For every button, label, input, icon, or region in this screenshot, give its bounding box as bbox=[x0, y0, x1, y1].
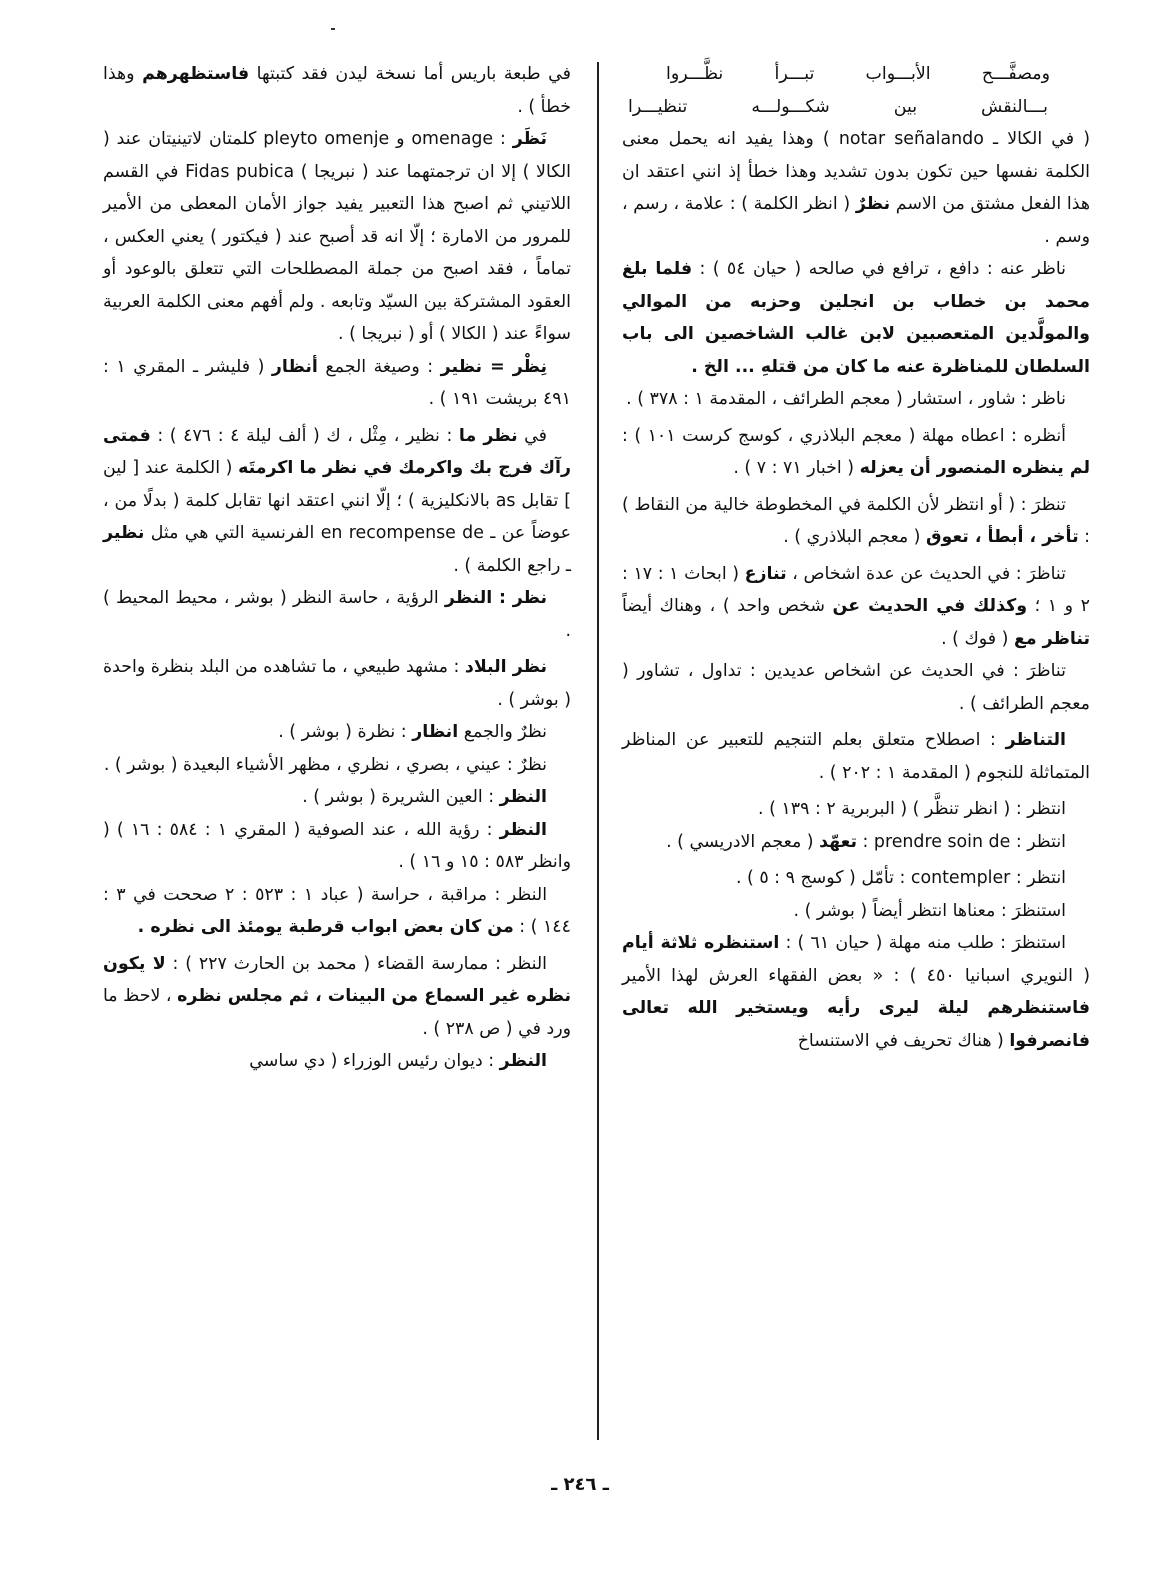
text-segment: استنظرَ : طلب منه مهلة ( حيان ٦١ ) : bbox=[779, 933, 1066, 953]
text-segment: ( فليشر ـ المقري ١ : ٤٩١ بريشت ١٩١ ) . bbox=[103, 356, 571, 409]
dictionary-entry bbox=[622, 862, 1090, 895]
verse-line-2: بـــالنقش بين شكـــولـــه تنظيـــرا bbox=[628, 96, 1048, 117]
dictionary-entry bbox=[103, 651, 571, 716]
bold-segment: فمتى رآك فرج بك واكرمك في نظر ما اكرمتَه bbox=[103, 425, 571, 478]
text-segment: الرؤية ، حاسة النظر ( بوشر ، محيط المحيط ) . bbox=[103, 588, 571, 641]
bold-segment: نَظَر bbox=[512, 129, 547, 149]
text-segment: انتظر : contempler : تأمّل ( كوسج ٩ : ٥ ) . bbox=[735, 868, 1066, 888]
scan-speck bbox=[331, 28, 335, 30]
dictionary-entry bbox=[103, 351, 571, 416]
bold-segment: أنظار bbox=[271, 356, 318, 377]
bold-segment: وكذلك في الحديث عن bbox=[832, 596, 1028, 616]
dictionary-entry bbox=[622, 253, 1090, 383]
text-segment: : رؤية الله ، عند الصوفية ( المقري ١ : ٥٨٤ : ١٦ ) ( وانظر ٥٨٣ : ١٥ و ١٦ ) . bbox=[103, 819, 571, 872]
text-segment: ( انظر الكلمة ) : علامة ، رسم ، وسم . bbox=[622, 194, 1090, 247]
text-segment: ( اخبار ٧١ : ٧ ) . bbox=[733, 458, 860, 478]
bold-segment: نظير bbox=[103, 523, 145, 543]
dictionary-entry bbox=[103, 58, 571, 123]
dictionary-entry bbox=[103, 814, 571, 879]
bold-segment: انظار bbox=[412, 722, 459, 742]
text-segment: النظر : مراقبة ، حراسة ( عباد ١ : ٥٢٣ : ٢ صححت في ٣ : ١٤٤ ) : bbox=[103, 884, 571, 937]
text-segment: ( الكلمة عند [ لين ] تقابل as بالانكليزية ) ؛ إلّا انني اعتقد انها تقابل كلمة ( بدلًا من ، عوضاً عن ـ en recompense de الفرنسية التي هي مثل bbox=[103, 458, 571, 543]
dictionary-entry bbox=[622, 826, 1090, 859]
text-segment: : العين الشريرة ( بوشر ) . bbox=[302, 787, 500, 807]
dictionary-entry bbox=[103, 781, 571, 814]
bold-segment: نظر البلاد bbox=[464, 657, 548, 677]
dictionary-entry bbox=[622, 895, 1090, 928]
bold-segment: تنازع bbox=[744, 563, 787, 584]
text-segment: : omenage و pleyto omenje كلمتان لاتينيتان عند ( الكالا ) إلا ان ترجمتهما عند ( نبريجا ) Fidas pubica في القسم اللاتيني ثم اصبح هذا التعبير يفيد جواز الأمان المعطى من الأمير للمرور من الامارة ؛ إلّا انه قد أصبح عند ( فيكتور ) يعني العكس ، تماماً ، فقد اصبح من جملة المصطلحات التي تتعلق بالوعود أو العقود المشتركة بين السيّد وتابعه . ولم أفهم معنى الكلمة العربية سواءً عند ( الكالا ) أو ( نبريجا ) . bbox=[103, 129, 571, 344]
bold-segment: نظر : النظر bbox=[444, 588, 548, 608]
text-segment: ( ابحاث ١ : ١٧ : ٢ و ١ ؛ bbox=[622, 563, 1090, 616]
left-column-entries bbox=[103, 58, 571, 1078]
dictionary-entry bbox=[103, 879, 571, 944]
text-segment: ( فوك ) . bbox=[941, 628, 1014, 649]
bold-segment: استنظره ثلاثة أيام bbox=[622, 933, 780, 953]
text-segment: : اصطلاح متعلق بعلم التنجيم للتعبير عن المناظر المتماثلة للنجوم ( المقدمة ١ : ٢٠٢ ) . bbox=[622, 730, 1090, 783]
text-segment: ( معجم الادريسي ) . bbox=[666, 831, 820, 852]
bold-segment: تأخر ، أبطأ ، تعوق bbox=[926, 527, 1079, 547]
dictionary-entry bbox=[622, 655, 1090, 720]
text-segment: : ديوان رئيس الوزراء ( دي ساسي bbox=[249, 1051, 500, 1071]
text-segment: ( هناك تحريف في الاستنساخ bbox=[797, 1030, 1010, 1051]
bold-segment: تناظر مع bbox=[1013, 628, 1090, 649]
dictionary-entry bbox=[103, 582, 571, 647]
dictionary-entry bbox=[622, 927, 1090, 1057]
dictionary-entry bbox=[103, 123, 571, 351]
text-segment: ناظر عنه : دافع ، ترافع في صالحه ( حيان ٥٤ ) : bbox=[692, 259, 1066, 279]
bold-segment: فاستنظرهم ليلة ليرى رأيه ويستخير الله تعالى فانصرفوا bbox=[622, 998, 1090, 1051]
right-column bbox=[622, 58, 1090, 1057]
bold-segment: لا يكون نظره غير السماع من البينات ، ثم مجلس نظره bbox=[103, 953, 571, 1006]
bold-segment: نظر ما bbox=[458, 425, 518, 446]
right-column-entries bbox=[622, 123, 1090, 1057]
text-segment: تناظرَ : في الحديث عن اشخاص عديدين : تداول ، تشاور ( معجم الطرائف ) . bbox=[622, 661, 1090, 714]
text-segment: : وصيغة الجمع bbox=[317, 356, 441, 377]
text-segment: ـ راجع الكلمة ) . bbox=[453, 555, 571, 576]
dictionary-entry bbox=[103, 948, 571, 1046]
bold-segment: النظر bbox=[499, 819, 547, 840]
text-segment: انتظر : prendre soin de : bbox=[856, 831, 1066, 852]
verse-line-1: ومصفَّـــح الأبـــواب تبـــرأ نظَّـــروا bbox=[666, 64, 1050, 84]
bold-segment: تعهّد bbox=[819, 831, 857, 852]
text-segment: نظرٌ : عيني ، بصري ، نظري ، مظهر الأشياء البعيدة ( بوشر ) . bbox=[103, 754, 547, 775]
dictionary-entry bbox=[622, 383, 1090, 416]
dictionary-entry bbox=[622, 420, 1090, 485]
dictionary-entry bbox=[622, 724, 1090, 789]
text-segment: انتظر : ( انظر تنظَّر ) ( البربرية ٢ : ١٣٩ ) . bbox=[758, 799, 1066, 819]
text-segment: في طبعة باريس أما نسخة ليدن فقد كتبتها bbox=[249, 64, 571, 84]
text-segment: ( النويري اسبانيا ٤٥٠ ) : « بعض الفقهاء العرش لهذا الأمير bbox=[622, 965, 1090, 986]
text-segment: ناظر : شاور ، استشار ( معجم الطرائف ، المقدمة ١ : ٣٧٨ ) . bbox=[626, 389, 1066, 409]
dictionary-entry bbox=[103, 420, 571, 583]
bold-segment: فلما بلغ محمد بن خطاب بن انجلين وحزبه من الموالي والمولَّدين المتعصبين لابن غالب الشاخصين الى باب السلطان للمناظرة عنه ما كان من قتلهِ ... الخ . bbox=[622, 259, 1090, 377]
dictionary-entry bbox=[622, 793, 1090, 826]
bold-segment: النظر bbox=[499, 1051, 547, 1071]
column-divider bbox=[597, 62, 599, 1440]
dictionary-entry bbox=[103, 749, 571, 782]
dictionary-entry bbox=[622, 489, 1090, 554]
text-segment: أنظره : اعطاه مهلة ( معجم البلاذري ، كوسج كرست ١٠١ ) : bbox=[622, 425, 1067, 446]
text-segment: النظر : ممارسة القضاء ( محمد بن الحارث ٢٢٧ ) : bbox=[165, 953, 548, 974]
bold-segment: من كان بعض ابواب قرطبة يومئذ الى نظره . bbox=[137, 917, 514, 937]
dictionary-entry bbox=[103, 1045, 571, 1078]
text-segment: وهذا خطأ ) . bbox=[103, 64, 571, 117]
bold-segment: نِظْر = نظير bbox=[440, 356, 548, 377]
text-segment: نظرٌ والجمع bbox=[458, 722, 547, 742]
dictionary-entry bbox=[622, 558, 1090, 656]
text-segment: : نظرة ( بوشر ) . bbox=[278, 722, 413, 742]
dictionary-entry bbox=[622, 123, 1090, 253]
text-segment: ( معجم البلاذري ) . bbox=[783, 527, 926, 547]
text-segment: ، لاحظ ما ورد في ( ص ٢٣٨ ) . bbox=[103, 986, 571, 1039]
bold-segment: فاستظهرهم bbox=[142, 64, 250, 84]
left-column bbox=[103, 58, 571, 1078]
bold-segment: نظرٌ bbox=[855, 194, 891, 214]
text-segment: شخص واحد ) ، وهناك أيضاً bbox=[622, 596, 833, 616]
text-segment: : مشهد طبيعي ، ما تشاهده من البلد بنظرة واحدة ( بوشر ) . bbox=[103, 657, 571, 710]
text-segment: في bbox=[517, 425, 547, 446]
text-segment: : نظير ، مِثْل ، ك ( ألف ليلة ٤ : ٤٧٦ ) : bbox=[150, 425, 459, 446]
page-number: ـ ٢٤٦ ـ bbox=[551, 1474, 609, 1495]
text-segment: ( في الكالا ـ notar señalando ) وهذا يفيد انه يحمل معنى الكلمة نفسها حين تكون بدون تشديد وهذا خطأ إذ انني اعتقد ان هذا الفعل مشتق من الاسم bbox=[622, 129, 1090, 214]
text-segment: تنظرَ : ( أو انتظر لأن الكلمة في المخطوطة خالية من النقاط ) : bbox=[622, 494, 1090, 547]
text-segment: استنظرَ : معناها انتظر أيضاً ( بوشر ) . bbox=[793, 900, 1066, 921]
bold-segment: التناظر bbox=[1005, 730, 1066, 750]
bold-segment: النظر bbox=[499, 787, 547, 807]
dictionary-entry bbox=[103, 716, 571, 749]
bold-segment: لم ينظره المنصور أن يعزله bbox=[859, 458, 1090, 478]
text-segment: تناظرَ : في الحديث عن عدة اشخاص ، bbox=[786, 563, 1067, 584]
